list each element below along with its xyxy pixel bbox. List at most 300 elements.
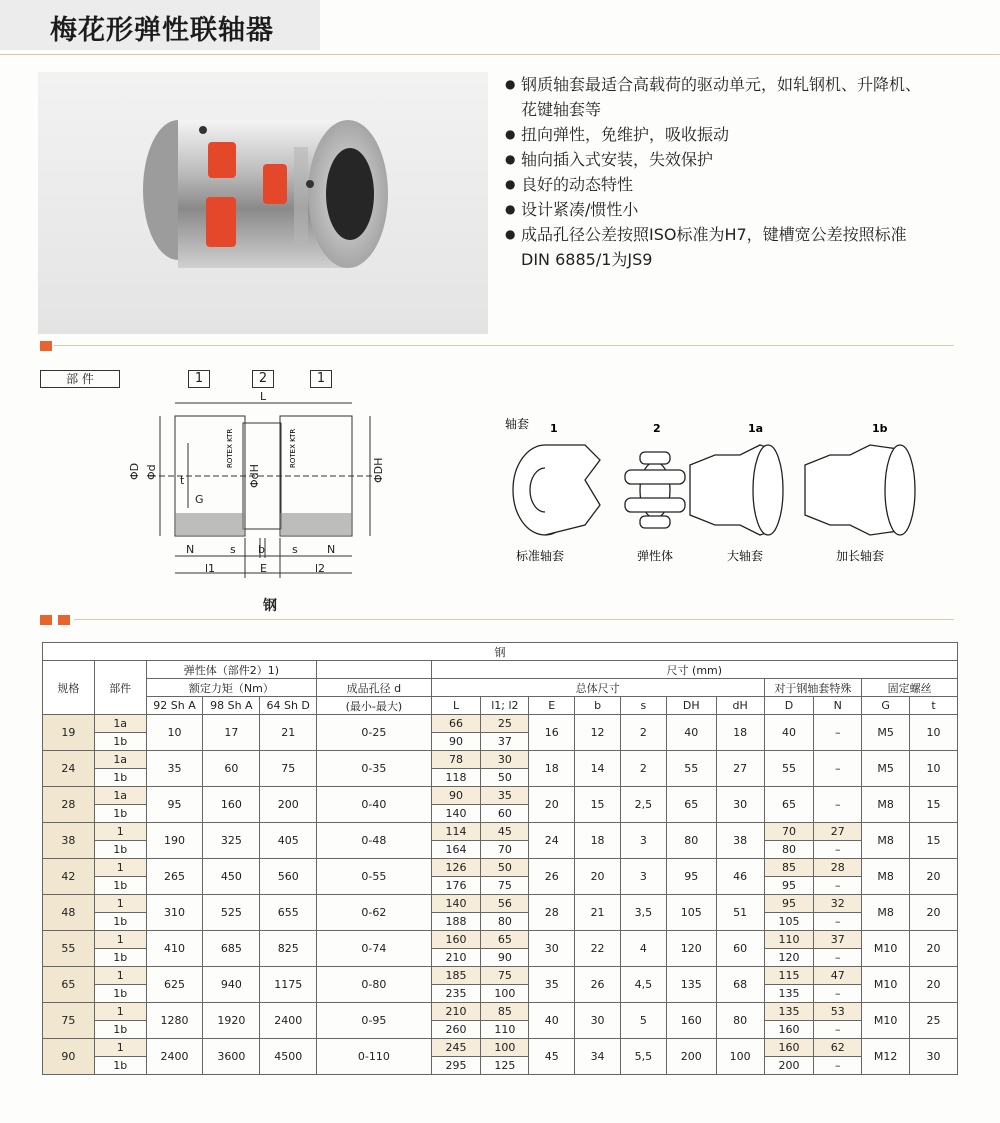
cell-part: 1 [94,895,146,913]
part-box-2: 2 [252,370,274,388]
header-torque-line1: 弹性体（部件2）1) [146,661,317,679]
table-row [43,1039,958,1057]
header-screw: 固定螺丝 [862,679,958,697]
cell-size: 24 [43,751,95,787]
cell-l: 110 [481,1021,529,1039]
header-special: 对于钢轴套特殊 [764,679,862,697]
cell-DH: 80 [666,823,716,859]
section-drawing [120,388,400,593]
cell-torque-64: 405 [260,823,317,859]
cell-N: – [814,913,862,931]
table-row [43,823,958,841]
header-D: D [764,697,814,715]
dim-DH: ΦDH [372,457,385,483]
cell-l: 25 [481,715,529,733]
feature-item-continued: DIN 6885/1为JS9 [521,250,653,269]
caption-elastomer: 弹性体 [636,549,674,563]
cell-D: 55 [764,751,814,787]
cell-DH: 65 [666,787,716,823]
cell-dH: 46 [716,859,764,895]
cell-D: 135 [764,985,814,1003]
cell-L: 90 [431,733,481,751]
exploded-view [500,410,940,575]
cell-torque-98: 525 [203,895,260,931]
feature-item: ● 钢质轴套最适合高载荷的驱动单元，如轧钢机、升降机、 [505,72,985,97]
cell-torque-64: 75 [260,751,317,787]
cell-b: 12 [575,715,621,751]
cell-E: 20 [529,787,575,823]
dim-s-right: s [292,543,298,556]
cell-torque-64: 4500 [260,1039,317,1075]
cell-part: 1b [94,949,146,967]
dim-b: b [258,543,265,556]
cell-DH: 160 [666,1003,716,1039]
parts-label: 部 件 [40,370,120,388]
table-row [43,931,958,949]
cell-torque-92: 35 [146,751,203,787]
cell-D: 105 [764,913,814,931]
cell-G: M5 [862,715,910,751]
cell-b: 34 [575,1039,621,1075]
cell-E: 28 [529,895,575,931]
cell-DH: 105 [666,895,716,931]
cell-bore: 0-110 [317,1039,432,1075]
cell-part: 1b [94,913,146,931]
cell-b: 26 [575,967,621,1003]
section-marker [40,341,52,351]
cell-E: 16 [529,715,575,751]
cell-G: M8 [862,895,910,931]
cell-size: 90 [43,1039,95,1075]
cell-dH: 38 [716,823,764,859]
rotex-mark-right: ROTEX KTR [289,428,297,468]
cell-part: 1b [94,769,146,787]
cell-L: 90 [431,787,481,805]
cell-DH: 200 [666,1039,716,1075]
cell-N: 62 [814,1039,862,1057]
cell-s: 3,5 [620,895,666,931]
cell-s: 3 [620,823,666,859]
cell-torque-92: 410 [146,931,203,967]
callout-2: 2 [653,422,661,435]
dim-t: t [180,474,185,487]
cell-l: 56 [481,895,529,913]
cell-bore: 0-95 [317,1003,432,1039]
cell-s: 2,5 [620,787,666,823]
cell-DH: 135 [666,967,716,1003]
product-photo [38,72,488,334]
cell-torque-98: 940 [203,967,260,1003]
cell-size: 42 [43,859,95,895]
cell-torque-64: 1175 [260,967,317,1003]
spec-table [42,642,958,1075]
drawing-caption: 钢 [263,598,277,614]
cell-part: 1 [94,931,146,949]
header-dimensions: 尺寸 (mm) [431,661,957,679]
cell-b: 20 [575,859,621,895]
cell-s: 2 [620,751,666,787]
cell-b: 30 [575,1003,621,1039]
cell-bore: 0-48 [317,823,432,859]
cell-dH: 60 [716,931,764,967]
cell-torque-98: 1920 [203,1003,260,1039]
cell-L: 260 [431,1021,481,1039]
cell-D: 160 [764,1039,814,1057]
cell-torque-98: 160 [203,787,260,823]
cell-D: 65 [764,787,814,823]
cell-N: – [814,1057,862,1075]
part-box-1: 1 [188,370,210,388]
cell-part: 1b [94,733,146,751]
cell-l: 90 [481,949,529,967]
cell-G: M8 [862,823,910,859]
cell-part: 1b [94,841,146,859]
cell-bore: 0-25 [317,715,432,751]
cell-torque-64: 200 [260,787,317,823]
cell-b: 15 [575,787,621,823]
header-DH: DH [666,697,716,715]
cell-s: 4,5 [620,967,666,1003]
table-row [43,967,958,985]
cell-torque-98: 3600 [203,1039,260,1075]
callout-1: 1 [550,422,558,435]
header-s: s [620,697,666,715]
header-spec: 规格 [43,661,95,715]
cell-size: 75 [43,1003,95,1039]
cell-torque-92: 625 [146,967,203,1003]
cell-G: M10 [862,1003,910,1039]
cell-L: 210 [431,949,481,967]
section-divider [74,619,954,620]
cell-torque-92: 95 [146,787,203,823]
cell-bore: 0-62 [317,895,432,931]
cell-l: 50 [481,769,529,787]
cell-E: 40 [529,1003,575,1039]
cell-s: 2 [620,715,666,751]
cell-N: 32 [814,895,862,913]
cell-torque-92: 190 [146,823,203,859]
part-box-1b: 1 [310,370,332,388]
cell-t: 15 [910,823,958,859]
cell-l: 75 [481,877,529,895]
cell-bore: 0-80 [317,967,432,1003]
header-overall: 总体尺寸 [431,679,764,697]
cell-part: 1a [94,751,146,769]
cell-l: 125 [481,1057,529,1075]
cell-bore: 0-74 [317,931,432,967]
dim-l1: l1 [205,562,216,575]
cell-N: – [814,715,862,751]
cell-torque-64: 2400 [260,1003,317,1039]
cell-DH: 55 [666,751,716,787]
cell-torque-92: 310 [146,895,203,931]
table-row [43,787,958,805]
cell-part: 1 [94,823,146,841]
dim-E: E [260,562,267,575]
cell-D: 70 [764,823,814,841]
coupling-photo-icon [38,72,488,334]
dim-dH: ΦdH [248,464,261,488]
header-torque-92: 92 Sh A [146,697,203,715]
cell-G: M5 [862,751,910,787]
cell-L: 78 [431,751,481,769]
cell-N: 27 [814,823,862,841]
feature-item-continued: 花键轴套等 [521,100,602,119]
header-bore-line1: 成品孔径 d [317,679,432,697]
cell-N: – [814,787,862,823]
cell-E: 45 [529,1039,575,1075]
header-empty [317,661,432,679]
cell-G: M10 [862,931,910,967]
header-torque-64: 64 Sh D [260,697,317,715]
header-torque-line2: 额定力矩（Nm） [146,679,317,697]
cell-t: 30 [910,1039,958,1075]
cell-t: 10 [910,715,958,751]
callout-1a: 1a [748,422,764,435]
cell-l: 60 [481,805,529,823]
cell-dH: 80 [716,1003,764,1039]
table-row [43,1003,958,1021]
feature-list [505,72,985,272]
cell-part: 1 [94,1039,146,1057]
dim-L: L [260,390,267,403]
cell-s: 4 [620,931,666,967]
dim-s: s [230,543,236,556]
cell-G: M8 [862,787,910,823]
cell-l: 100 [481,1039,529,1057]
cell-size: 65 [43,967,95,1003]
table-row [43,751,958,769]
cell-size: 38 [43,823,95,859]
cell-D: 135 [764,1003,814,1021]
cell-l: 50 [481,859,529,877]
cell-N: – [814,841,862,859]
dim-N-right: N [327,543,336,556]
cell-b: 22 [575,931,621,967]
cell-L: 140 [431,805,481,823]
cell-N: – [814,877,862,895]
cell-L: 235 [431,985,481,1003]
feature-item: ● 成品孔径公差按照ISO标准为H7，键槽宽公差按照标准 [505,222,985,247]
cell-L: 126 [431,859,481,877]
cell-D: 110 [764,931,814,949]
cell-bore: 0-35 [317,751,432,787]
cell-D: 200 [764,1057,814,1075]
cell-E: 24 [529,823,575,859]
cell-torque-98: 685 [203,931,260,967]
cell-part: 1b [94,805,146,823]
caption-large-hub: 大轴套 [726,549,764,563]
cell-N: – [814,1021,862,1039]
cell-l: 45 [481,823,529,841]
cell-L: 188 [431,913,481,931]
cell-dH: 27 [716,751,764,787]
cell-dH: 18 [716,715,764,751]
cell-l: 85 [481,1003,529,1021]
dim-G: G [195,493,204,506]
cell-D: 95 [764,877,814,895]
cell-dH: 68 [716,967,764,1003]
cell-dH: 30 [716,787,764,823]
cell-L: 160 [431,931,481,949]
cell-E: 26 [529,859,575,895]
cell-E: 18 [529,751,575,787]
cell-torque-64: 655 [260,895,317,931]
feature-item: ● 良好的动态特性 [505,172,985,197]
cell-t: 25 [910,1003,958,1039]
cell-torque-92: 2400 [146,1039,203,1075]
header-t: t [910,697,958,715]
cell-torque-92: 1280 [146,1003,203,1039]
cell-dH: 51 [716,895,764,931]
section-divider [54,345,954,346]
cell-l: 30 [481,751,529,769]
cell-D: 95 [764,895,814,913]
cell-t: 10 [910,751,958,787]
dim-D: ΦD [128,462,141,480]
cell-L: 210 [431,1003,481,1021]
cell-L: 66 [431,715,481,733]
rotex-mark-left: ROTEX KTR [226,428,234,468]
cell-part: 1b [94,985,146,1003]
table-row [43,715,958,733]
cell-bore: 0-40 [317,787,432,823]
cell-L: 140 [431,895,481,913]
cell-part: 1b [94,877,146,895]
cell-DH: 120 [666,931,716,967]
cell-s: 5 [620,1003,666,1039]
cell-part: 1 [94,1003,146,1021]
cell-N: – [814,985,862,1003]
dim-N: N [186,543,195,556]
cell-size: 19 [43,715,95,751]
page-title: 梅花形弹性联轴器 [50,15,274,46]
cell-t: 20 [910,895,958,931]
cell-t: 20 [910,859,958,895]
header-E: E [529,697,575,715]
cell-size: 28 [43,787,95,823]
cell-torque-98: 17 [203,715,260,751]
cell-torque-64: 560 [260,859,317,895]
cell-torque-98: 325 [203,823,260,859]
header-L: L [431,697,481,715]
cell-N: 37 [814,931,862,949]
cell-torque-64: 825 [260,931,317,967]
callout-1b: 1b [872,422,888,435]
cell-t: 20 [910,967,958,1003]
cell-D: 85 [764,859,814,877]
feature-item: ● 扭向弹性，免维护，吸收振动 [505,122,985,147]
caption-standard-hub: 标准轴套 [515,549,565,563]
caption-extended-hub: 加长轴套 [835,549,885,563]
cell-L: 176 [431,877,481,895]
dim-l2: l2 [315,562,326,575]
cell-s: 5,5 [620,1039,666,1075]
cell-N: – [814,949,862,967]
cell-l: 100 [481,985,529,1003]
cell-l: 35 [481,787,529,805]
cell-torque-92: 10 [146,715,203,751]
table-row [43,859,958,877]
cell-part: 1a [94,787,146,805]
cell-l: 75 [481,967,529,985]
cell-part: 1b [94,1021,146,1039]
cell-DH: 40 [666,715,716,751]
cell-torque-98: 450 [203,859,260,895]
cell-b: 21 [575,895,621,931]
section-marker [58,615,70,625]
cell-bore: 0-55 [317,859,432,895]
cell-part: 1b [94,1057,146,1075]
cell-l: 65 [481,931,529,949]
cell-l: 37 [481,733,529,751]
cell-D: 80 [764,841,814,859]
table-top-header: 钢 [43,643,958,661]
cell-N: – [814,751,862,787]
cell-L: 245 [431,1039,481,1057]
cell-N: 28 [814,859,862,877]
title-divider [0,54,1000,55]
cell-G: M10 [862,967,910,1003]
cell-b: 14 [575,751,621,787]
feature-item: ● 轴向插入式安装，失效保护 [505,147,985,172]
cell-G: M12 [862,1039,910,1075]
cell-E: 35 [529,967,575,1003]
cell-D: 120 [764,949,814,967]
cell-D: 40 [764,715,814,751]
header-G: G [862,697,910,715]
header-part: 部件 [94,661,146,715]
header-torque-98: 98 Sh A [203,697,260,715]
cell-torque-92: 265 [146,859,203,895]
cell-N: 53 [814,1003,862,1021]
header-N: N [814,697,862,715]
cell-dH: 100 [716,1039,764,1075]
cell-G: M8 [862,859,910,895]
cell-L: 118 [431,769,481,787]
cell-size: 55 [43,931,95,967]
cell-l: 70 [481,841,529,859]
cell-L: 295 [431,1057,481,1075]
cell-part: 1 [94,859,146,877]
cell-part: 1a [94,715,146,733]
table-row [43,895,958,913]
cell-torque-64: 21 [260,715,317,751]
dim-d: Φd [145,464,158,480]
cell-l: 80 [481,913,529,931]
feature-item: ● 设计紧凑/惯性小 [505,197,985,222]
cell-torque-98: 60 [203,751,260,787]
header-b: b [575,697,621,715]
cell-L: 114 [431,823,481,841]
cell-t: 20 [910,931,958,967]
header-l1l2: l1; l2 [481,697,529,715]
cell-L: 164 [431,841,481,859]
cell-E: 30 [529,931,575,967]
cell-D: 115 [764,967,814,985]
cell-size: 48 [43,895,95,931]
cell-part: 1 [94,967,146,985]
hub-label: 轴套 [505,417,530,431]
section-marker [40,615,52,625]
cell-L: 185 [431,967,481,985]
cell-s: 3 [620,859,666,895]
cell-D: 160 [764,1021,814,1039]
header-dH: dH [716,697,764,715]
cell-t: 15 [910,787,958,823]
header-bore-line2: (最小-最大) [317,697,432,715]
cell-N: 47 [814,967,862,985]
